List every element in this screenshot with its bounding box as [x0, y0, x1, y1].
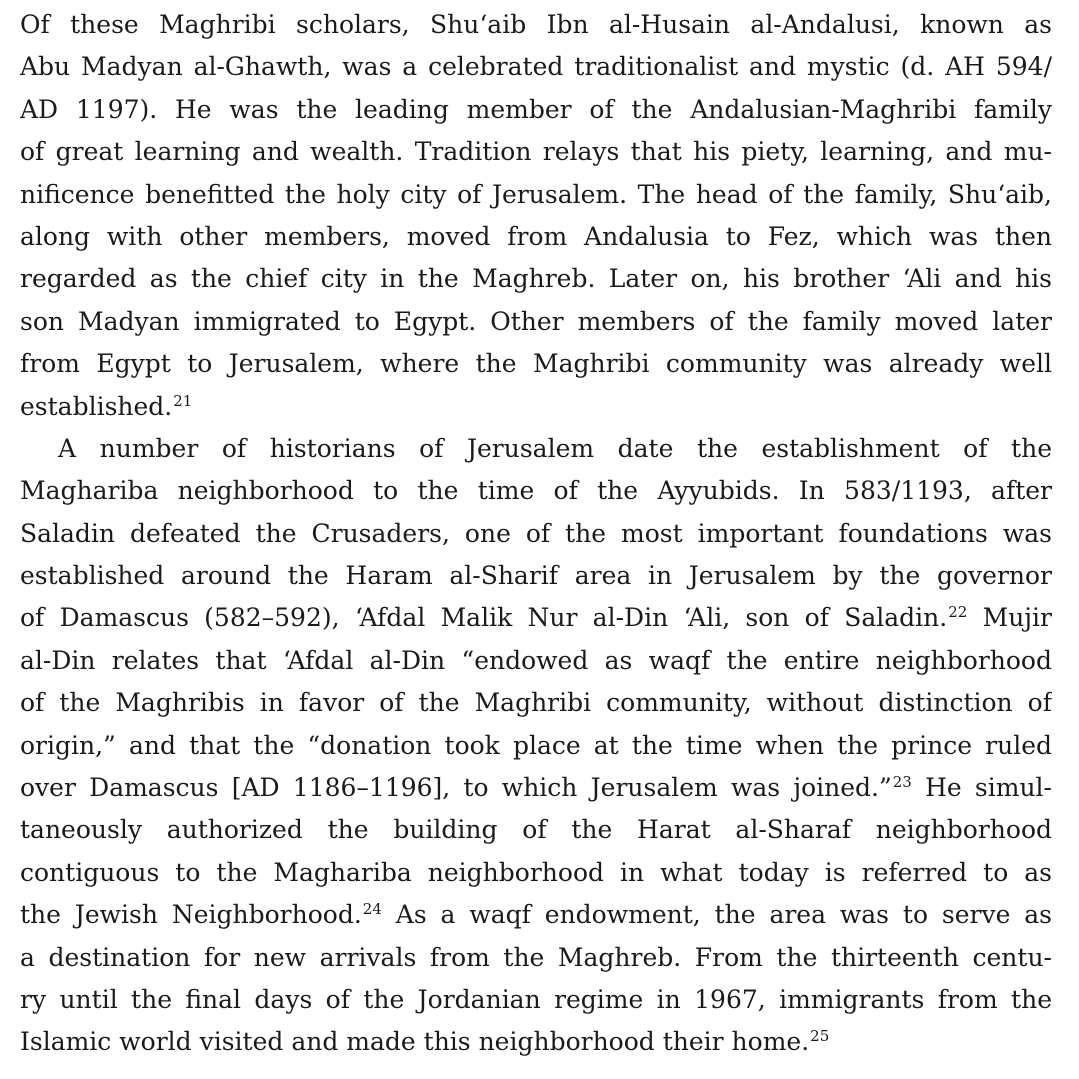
text-line — [20, 597, 1052, 639]
text-line: a destination for new arrivals from the Maghreb. From the thirteenth centu- — [20, 942, 1052, 972]
text-line: of great learning and wealth. Tradition relays that his piety, learning, and mu- — [20, 137, 1052, 167]
line-text: He simul- — [911, 773, 1052, 803]
text-line: A number of historians of Jerusalem date the establishment of the — [58, 433, 1052, 463]
footnote-ref[interactable]: 21 — [173, 391, 193, 410]
text-line: Of these Maghribi scholars, Shu‘aib Ibn al-Husain al-Andalusi, known as — [20, 10, 1052, 39]
text-line: from Egypt to Jerusalem, where the Maghribi community was already well — [20, 349, 1052, 379]
text-line: established around the Haram al-Sharif area in Jerusalem by the governor — [20, 561, 1052, 591]
line-text: established. — [20, 391, 173, 421]
text-line: contiguous to the Maghariba neighborhood in what today is referred to as — [20, 857, 1052, 887]
footnote-ref[interactable]: 23 — [892, 773, 912, 792]
line-text: of Damascus (582–592), ‘Afdal Malik Nur al-Din ‘Ali, son of Saladin. — [20, 603, 948, 633]
line-text: Islamic world visited and made this neighborhood their home. — [20, 1027, 810, 1057]
footnote-ref[interactable]: 22 — [948, 603, 968, 622]
text-line: Abu Madyan al-Ghawth, was a celebrated traditionalist and mystic (d. AH 594/ — [20, 52, 1052, 82]
text-line: regarded as the chief city in the Maghreb. Later on, his brother ‘Ali and his — [20, 264, 1052, 294]
text-line: al-Din relates that ‘Afdal al-Din “endowed as waqf the entire neighborhood — [20, 645, 1052, 675]
text-line: Saladin defeated the Crusaders, one of the most important foundations was — [20, 518, 1052, 548]
text-line: AD 1197). He was the leading member of the Andalusian-Maghribi family — [20, 94, 1052, 124]
text-line — [20, 767, 1052, 809]
text-line: taneously authorized the building of the Harat al-Sharaf neighborhood — [20, 815, 1052, 845]
line-text: As a waqf endowment, the area was to serve as — [381, 900, 1052, 930]
text-line: son Madyan immigrated to Egypt. Other members of the family moved later — [20, 306, 1052, 336]
line-text: over Damascus [AD 1186–1196], to which Jerusalem was joined.” — [20, 773, 892, 803]
text-line — [20, 1021, 1052, 1063]
text-line: origin,” and that the “donation took place at the time when the prince ruled — [20, 730, 1052, 760]
text-line: along with other members, moved from Andalusia to Fez, which was then — [20, 221, 1052, 251]
footnote-ref[interactable]: 25 — [810, 1027, 830, 1046]
paragraph-2 — [20, 428, 1052, 1064]
text-line — [20, 386, 1052, 428]
footnote-ref[interactable]: 24 — [362, 900, 382, 919]
document-page — [20, 4, 1052, 1064]
text-line: ry until the final days of the Jordanian regime in 1967, immigrants from the — [20, 984, 1052, 1014]
paragraph-1 — [20, 4, 1052, 428]
line-text: Mujir — [967, 603, 1052, 633]
text-line — [20, 894, 1052, 936]
line-text: the Jewish Neighborhood. — [20, 900, 362, 930]
text-line: Maghariba neighborhood to the time of the Ayyubids. In 583/1193, after — [20, 476, 1052, 506]
text-line: of the Maghribis in favor of the Maghribi community, without distinction of — [20, 688, 1052, 718]
text-line: nificence benefitted the holy city of Jerusalem. The head of the family, Shu‘aib, — [20, 179, 1052, 209]
